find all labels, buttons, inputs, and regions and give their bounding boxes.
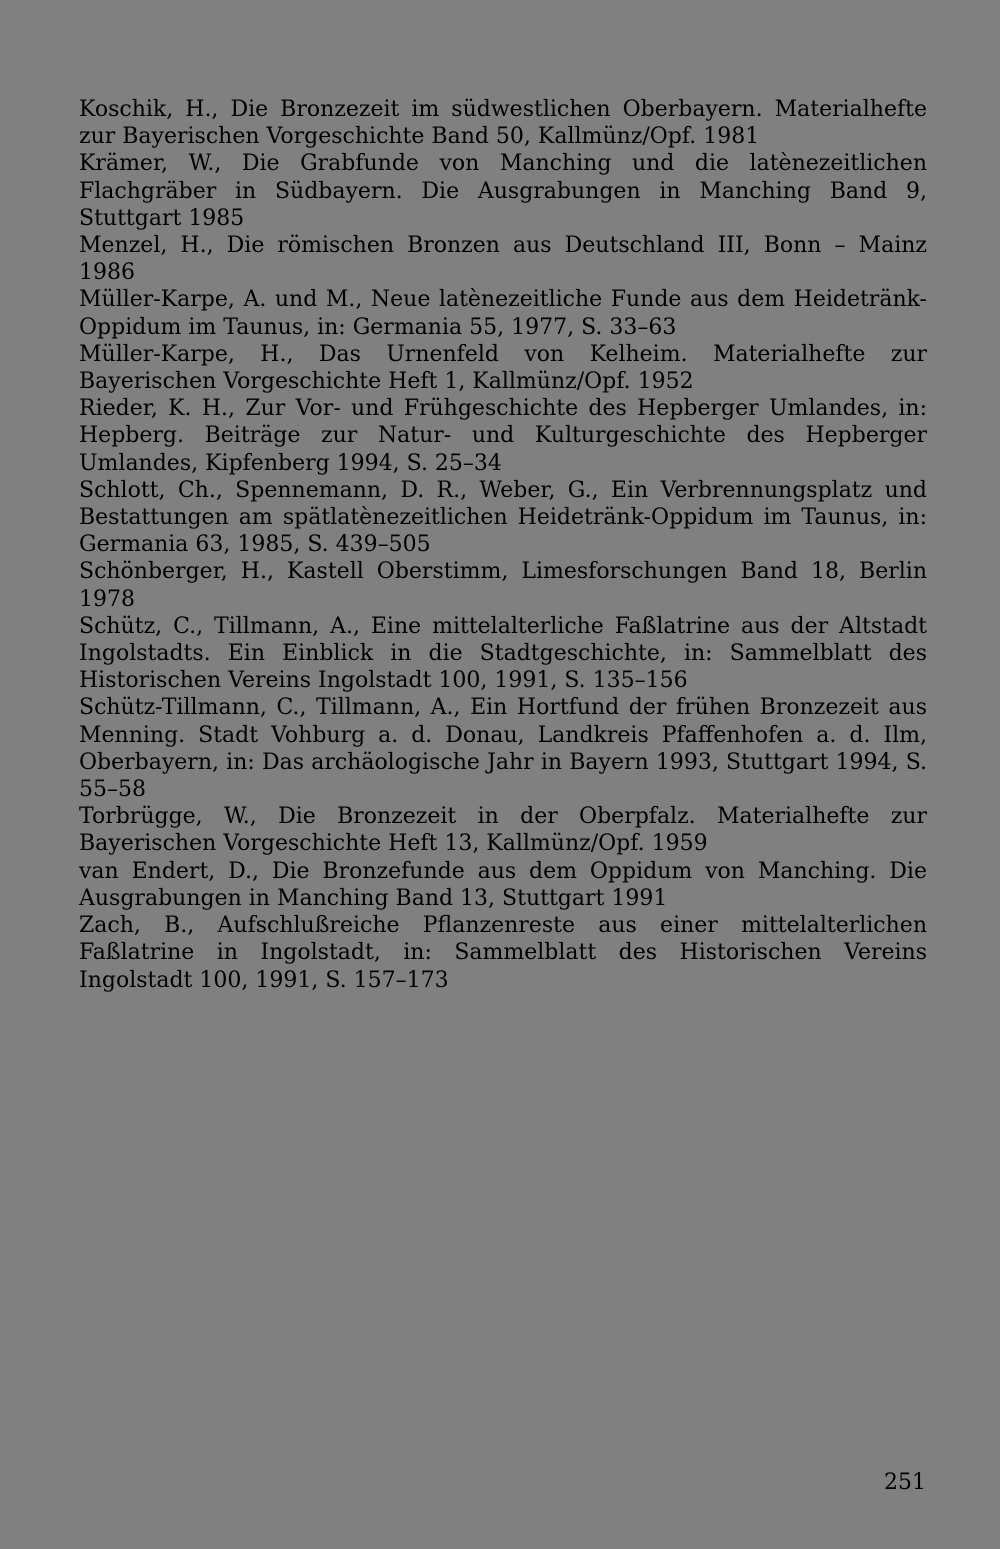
bibliography-entry: Müller-Karpe, H., Das Urnenfeld von Kelheim. Materialhefte zur Bayerischen Vorgeschichte Heft 1, Kallmünz/Opf. 1952 (79, 341, 927, 395)
bibliography-entry: Torbrügge, W., Die Bronzezeit in der Oberpfalz. Materialhefte zur Bayerischen Vorgeschichte Heft 13, Kallmünz/Opf. 1959 (79, 804, 927, 857)
bibliography-entry: Krämer, W., Die Grabfunde von Manching und die latènezeitlichen Flachgräber in Südbayern. Die Ausgrabungen in Manching Band 9, Stuttgart 1985 (79, 151, 927, 231)
bibliography-entry: Schütz-Tillmann, C., Tillmann, A., Ein Hortfund der frühen Bronzezeit aus Menning. Stadt Vohburg a. d. Donau, Landkreis Pfaffenhofen a. d. Ilm, Oberbayern, in: Das archäologische Jahr in Bayern 1993, Stuttgart 1994, S. 55–58 (79, 695, 927, 803)
bibliography-entry: van Endert, D., Die Bronzefunde aus dem Oppidum von Manching. Die Ausgrabungen in Manching Band 13, Stuttgart 1991 (79, 858, 927, 911)
bibliography-entry: Rieder, K. H., Zur Vor- und Frühgeschichte des Hepberger Umlandes, in: Hepberg. Beiträge zur Natur- und Kulturgeschichte des Hepberger Umlandes, Kipfenberg 1994, S. 25–34 (79, 396, 927, 476)
bibliography-entry: Menzel, H., Die römischen Bronzen aus Deutschland III, Bonn – Mainz 1986 (79, 233, 927, 286)
bibliography-entry: Schlott, Ch., Spennemann, D. R., Weber, G., Ein Verbrennungsplatz und Bestattungen am spätlatènezeitlichen Heidetränk-Oppidum im Taunus, in: Germania 63, 1985, S. 439–505 (79, 477, 927, 558)
bibliography-entry: Zach, B., Aufschlußreiche Pflanzenreste aus einer mittelalterlichen Faßlatrine in Ingolstadt, in: Sammelblatt des Historischen Vereins Ingolstadt 100, 1991, S. 157–173 (79, 913, 927, 993)
bibliography-entry: Schönberger, H., Kastell Oberstimm, Limesforschungen Band 18, Berlin 1978 (79, 559, 927, 612)
bibliography-entry: Schütz, C., Tillmann, A., Eine mittelalterliche Faßlatrine aus der Altstadt Ingolstadts. Ein Einblick in die Stadtgeschichte, in: Sammelblatt des Historischen Vereins Ingolstadt 100, 1991, S. 135–156 (79, 613, 927, 694)
bibliography-entry: Koschik, H., Die Bronzezeit im südwestlichen Oberbayern. Materialhefte zur Bayerischen Vorgeschichte Band 50, Kallmünz/Opf. 1981 (79, 97, 927, 150)
bibliography-list (79, 96, 927, 994)
page-number: 251 (884, 1470, 926, 1495)
bibliography-entry: Müller-Karpe, A. und M., Neue latènezeitliche Funde aus dem Heidetränk-Oppidum im Taunus, in: Germania 55, 1977, S. 33–63 (79, 287, 927, 340)
